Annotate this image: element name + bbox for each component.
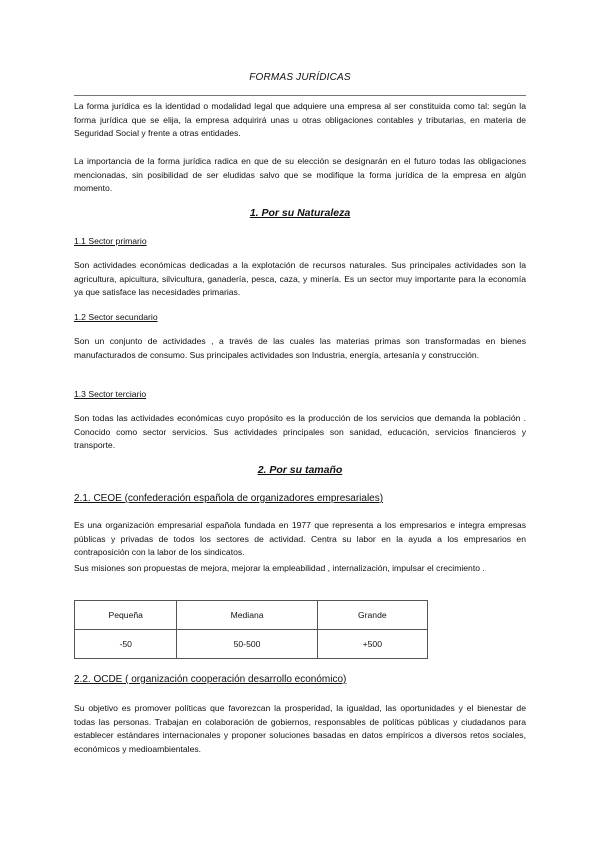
paragraph-sector-terciario: Son todas las actividades económicas cuyo propósito es la producción de los servicios que demanda la población . Conocido como sector servicios. Sus actividades principales son sanidad, educación, servicios financieros y transporte. bbox=[74, 413, 526, 451]
document-title: FORMAS JURÍDICAS bbox=[249, 72, 351, 83]
paragraph-sector-secundario: Son un conjunto de actividades , a través de las cuales las materias primas son transformadas en bienes manufacturados de consumo. Sus principales actividades son Industria, energía, artesanía y construcción. bbox=[74, 336, 526, 360]
section-heading-naturaleza: 1. Por su Naturaleza bbox=[249, 207, 351, 219]
intro-paragraph-1: La forma jurídica es la identidad o modalidad legal que adquiere una empresa al ser constituida como tal: según la forma jurídica que se elija, la empresa adquirirá unas u otras obligaciones contables y tributarias, en materia de Seguridad Social y frente a otras entidades. bbox=[74, 101, 526, 139]
table-row bbox=[75, 601, 428, 630]
table-row bbox=[75, 630, 428, 659]
paragraph-ceoe-misiones: Sus misiones son propuestas de mejora, mejorar la empleabilidad , internalización, impulsar el crecimiento . bbox=[74, 563, 485, 573]
table-cell: 50-500 bbox=[177, 630, 317, 659]
paragraph-sector-primario: Son actividades económicas dedicadas a la explotación de recursos naturales. Sus principales actividades son la agricultura, apicultura, silvicultura, ganadería, pesca, caza, y minería. Es un sector muy importante para la economía ya que satisface las necesidades primarias. bbox=[74, 260, 526, 298]
title-divider bbox=[74, 95, 526, 96]
section-heading-tamano: 2. Por su tamaño bbox=[257, 464, 343, 476]
table-header-cell: Pequeña bbox=[75, 601, 177, 630]
table-header-cell: Mediana bbox=[177, 601, 317, 630]
subheading-sector-primario: 1.1 Sector primario bbox=[74, 236, 147, 246]
intro-paragraph-2: La importancia de la forma jurídica radica en que de su elección se designarán en el futuro todas las obligaciones mencionadas, sin posibilidad de ser eludidas salvo que se modifique la forma jurídica de la empresa en algún momento. bbox=[74, 156, 526, 194]
subheading-ocde: 2.2. OCDE ( organización cooperación desarrollo económico) bbox=[74, 674, 347, 685]
subheading-sector-secundario: 1.2 Sector secundario bbox=[74, 312, 158, 322]
size-table bbox=[74, 600, 428, 659]
paragraph-ceoe: Es una organización empresarial española fundada en 1977 que representa a los empresarios e integra empresas públicas y privadas de todos los sectores de actividad. Centra su labor en la ayuda a los empresarios en contraposición con la labor de los sindicatos. bbox=[74, 520, 526, 558]
subheading-sector-terciario: 1.3 Sector terciario bbox=[74, 389, 147, 399]
paragraph-ocde: Su objetivo es promover políticas que favorezcan la prosperidad, la igualdad, las oportunidades y el bienestar de todas las personas. Trabajan en colaboración de gobiernos, responsables de políticas públicas y ciudadanos para establecer estándares internacionales y proponer soluciones basadas en datos empíricos a diversos retos sociales, económicos y medioambientales. bbox=[74, 703, 526, 754]
table-header-cell: Grande bbox=[317, 601, 427, 630]
table-cell: +500 bbox=[317, 630, 427, 659]
table-cell: -50 bbox=[75, 630, 177, 659]
subheading-ceoe: 2.1. CEOE (confederación española de organizadores empresariales) bbox=[74, 493, 384, 504]
